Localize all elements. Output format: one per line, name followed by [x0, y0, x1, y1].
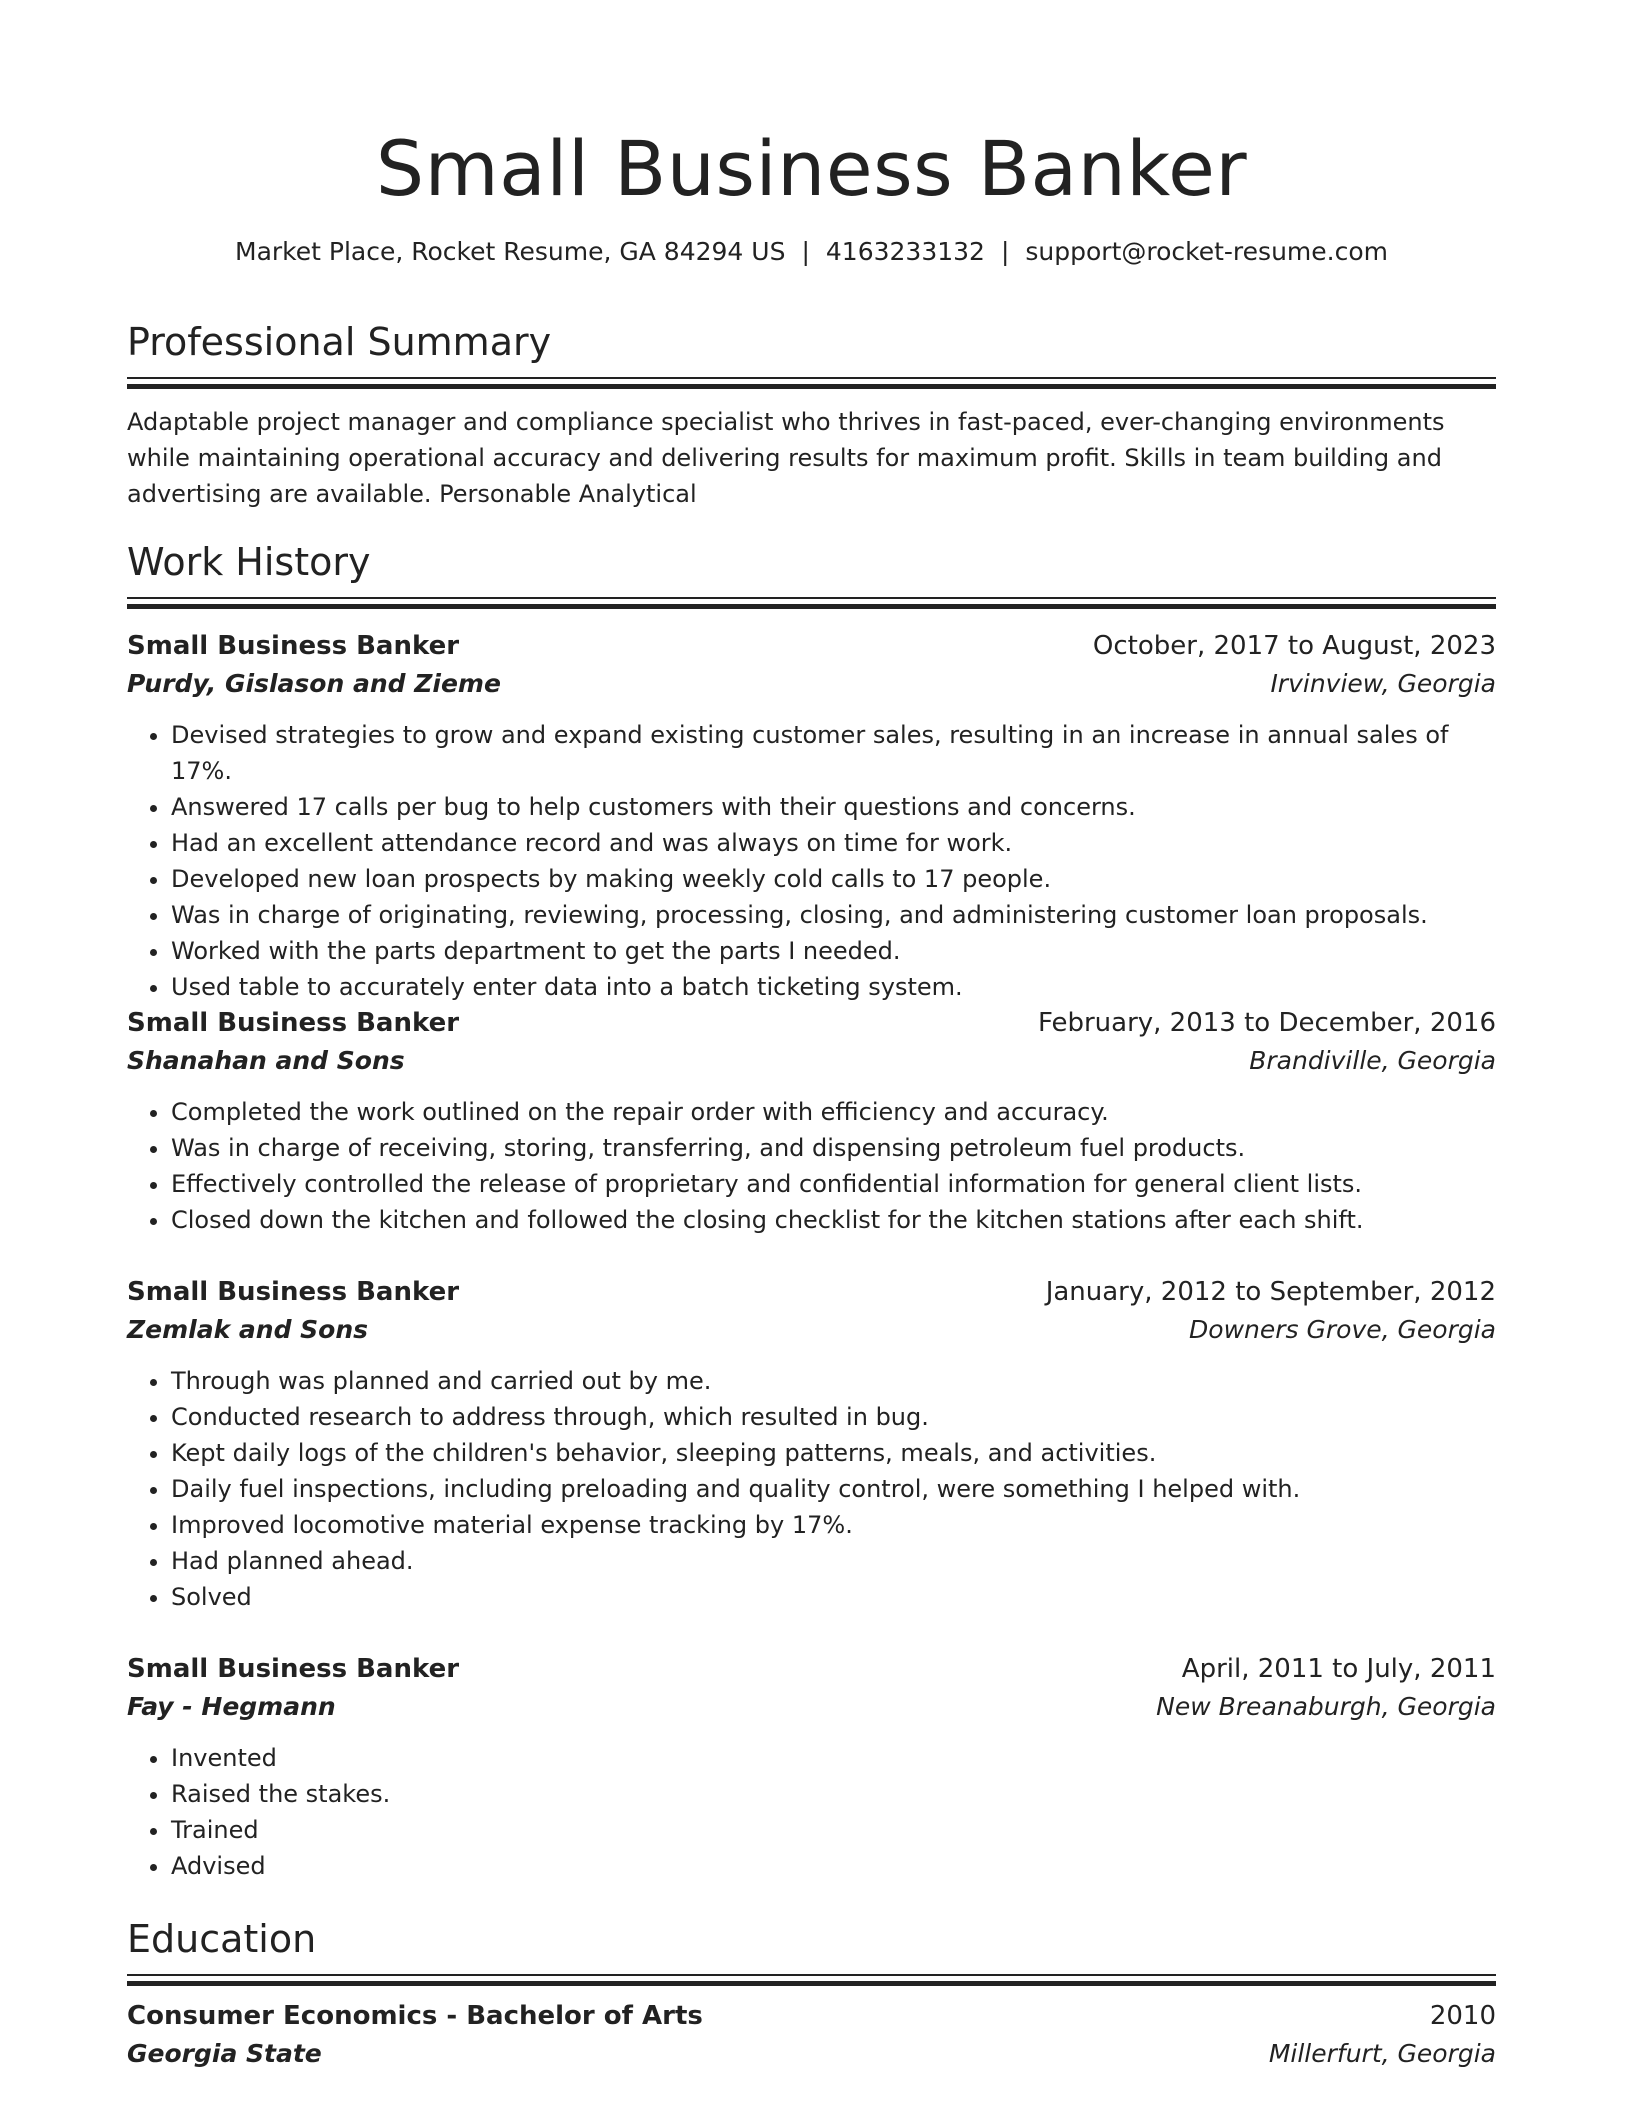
job-bullet: • Worked with the parts department to get the parts I needed.: [171, 933, 1496, 969]
section-divider: [127, 597, 1496, 610]
job-dates: April, 2011 to July, 2011: [1181, 1654, 1496, 1684]
section-title-education: Education: [127, 1917, 317, 1961]
job-bullets: [127, 1740, 1496, 1884]
education-degree: Consumer Economics - Bachelor of Arts: [127, 2001, 703, 2031]
job-title: Small Business Banker: [127, 1008, 460, 1038]
summary-text: Adaptable project manager and compliance specialist who thrives in fast-paced, ever-changing environments while maintaining operational accuracy and delivering results for maximum profit. Skills in team building and advertising are available. Personable Analytical: [127, 408, 1445, 508]
job-entry: [127, 1273, 1496, 1615]
job-bullet: • Kept daily logs of the children's behavior, sleeping patterns, meals, and activities.: [171, 1435, 1496, 1471]
job-bullet: • Had an excellent attendance record and was always on time for work.: [171, 825, 1496, 861]
job-bullet: • Answered 17 calls per bug to help customers with their questions and concerns.: [171, 789, 1496, 825]
education-school: Georgia State: [127, 2039, 322, 2068]
job-bullets: [127, 1363, 1496, 1615]
section-title-work-history: Work History: [127, 540, 371, 584]
job-company: Zemlak and Sons: [127, 1315, 369, 1344]
job-location: Irvinview, Georgia: [1270, 669, 1496, 698]
job-bullet: • Daily fuel inspections, including preloading and quality control, were something I helped with.: [171, 1471, 1496, 1507]
summary-section: [127, 319, 1496, 512]
job-company: Shanahan and Sons: [127, 1046, 405, 1075]
job-location: Brandiville, Georgia: [1249, 1046, 1496, 1075]
resume-name: Small Business Banker: [375, 124, 1248, 213]
education-section: [127, 1916, 1496, 2073]
job-bullet: • Trained: [171, 1812, 1496, 1848]
job-title: Small Business Banker: [127, 631, 460, 661]
job-bullet: • Devised strategies to grow and expand existing customer sales, resulting in an increase in annual sales of 17%.: [171, 717, 1496, 789]
job-entry: [127, 1004, 1496, 1238]
section-divider: [127, 377, 1496, 390]
contact-phone: 4163233132: [825, 237, 985, 266]
job-dates: October, 2017 to August, 2023: [1092, 631, 1496, 661]
job-location: Downers Grove, Georgia: [1189, 1315, 1496, 1344]
job-title: Small Business Banker: [127, 1277, 460, 1307]
job-bullet: • Invented: [171, 1740, 1496, 1776]
job-bullet: • Conducted research to address through, which resulted in bug.: [171, 1399, 1496, 1435]
job-dates: January, 2012 to September, 2012: [1045, 1277, 1496, 1307]
job-bullet: • Used table to accurately enter data into a batch ticketing system.: [171, 969, 1496, 1005]
education-location: Millerfurt, Georgia: [1268, 2039, 1496, 2068]
job-entry: [127, 1650, 1496, 1884]
job-entry: [127, 627, 1496, 1005]
work-history-section: [127, 539, 1496, 610]
job-bullet: • Developed new loan prospects by making weekly cold calls to 17 people.: [171, 861, 1496, 897]
job-bullet: • Solved: [171, 1579, 1496, 1615]
resume-header: [127, 0, 1496, 269]
job-bullet: • Was in charge of receiving, storing, transferring, and dispensing petroleum fuel products.: [171, 1130, 1496, 1166]
contact-address: Market Place, Rocket Resume, GA 84294 US: [235, 237, 786, 266]
job-bullet: • Effectively controlled the release of proprietary and confidential information for general client lists.: [171, 1166, 1496, 1202]
contact-line: [127, 235, 1496, 269]
job-bullet: • Advised: [171, 1848, 1496, 1884]
contact-separator: |: [801, 237, 810, 266]
contact-email: support@rocket-resume.com: [1025, 237, 1388, 266]
job-bullets: [127, 717, 1496, 1005]
job-bullets: [127, 1094, 1496, 1238]
section-title-summary: Professional Summary: [127, 320, 552, 364]
job-company: Fay - Hegmann: [127, 1692, 336, 1721]
job-bullet: • Through was planned and carried out by me.: [171, 1363, 1496, 1399]
job-bullet: • Improved locomotive material expense tracking by 17%.: [171, 1507, 1496, 1543]
education-year: 2010: [1429, 2001, 1496, 2031]
job-bullet: • Completed the work outlined on the repair order with efficiency and accuracy.: [171, 1094, 1496, 1130]
job-company: Purdy, Gislason and Zieme: [127, 669, 501, 698]
job-location: New Breanaburgh, Georgia: [1156, 1692, 1496, 1721]
job-title: Small Business Banker: [127, 1654, 460, 1684]
job-dates: February, 2013 to December, 2016: [1037, 1008, 1496, 1038]
job-bullet: • Was in charge of originating, reviewing, processing, closing, and administering customer loan proposals.: [171, 897, 1496, 933]
contact-separator: |: [1000, 237, 1010, 266]
job-bullet: • Raised the stakes.: [171, 1776, 1496, 1812]
job-bullet: • Closed down the kitchen and followed the closing checklist for the kitchen stations after each shift.: [171, 1202, 1496, 1238]
job-bullet: • Had planned ahead.: [171, 1543, 1496, 1579]
section-divider: [127, 1974, 1496, 1987]
